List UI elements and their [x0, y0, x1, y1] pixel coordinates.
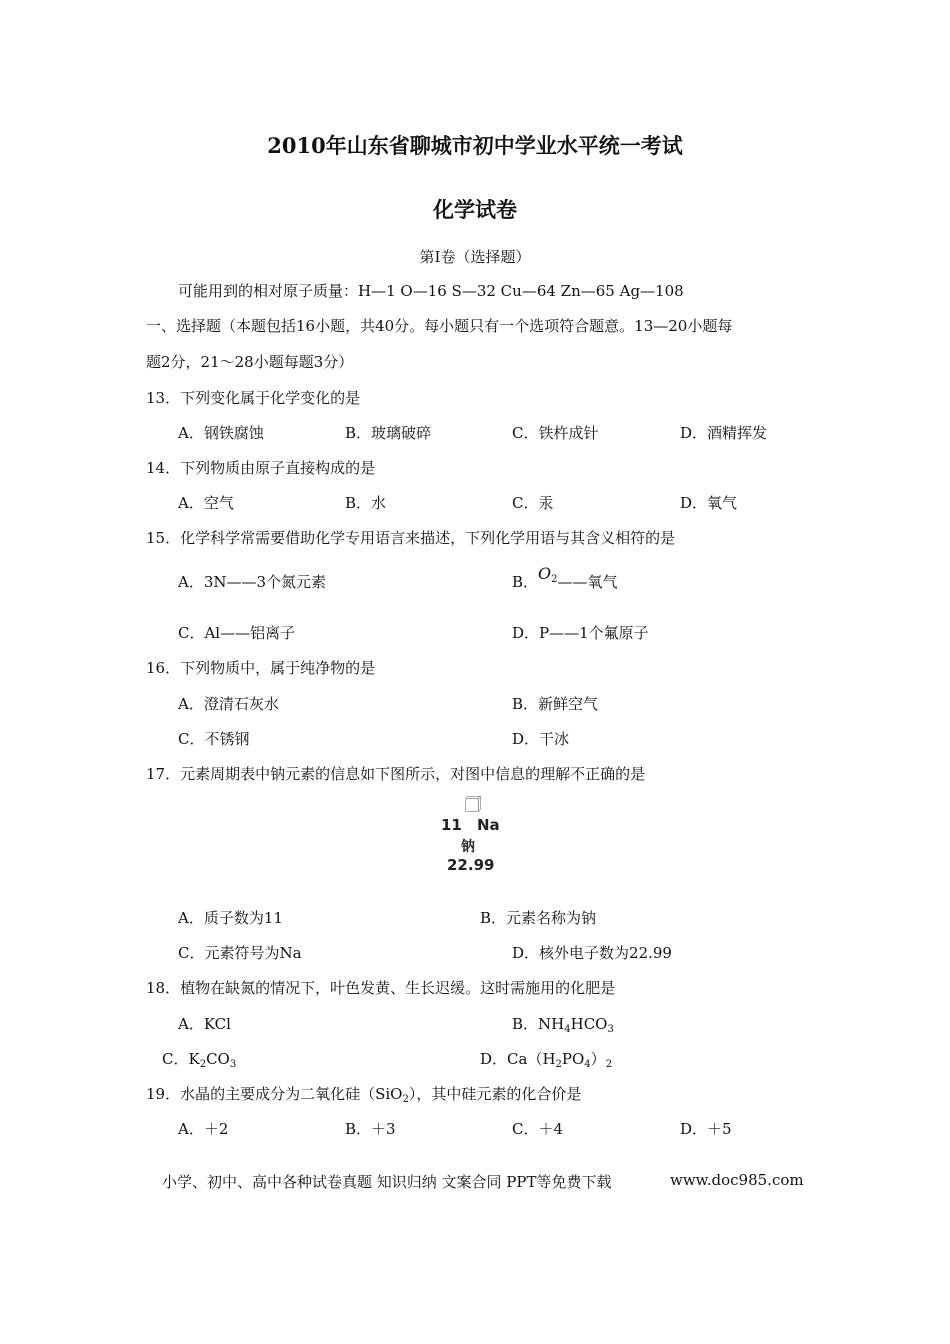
question-15-stem: 15．化学科学常需要借助化学专用语言来描述，下列化学用语与其含义相符的是: [146, 529, 676, 547]
question-19-option-a: A．＋2: [178, 1120, 229, 1138]
question-18-option-a: A．KCl: [178, 1015, 231, 1033]
question-18-option-b: B．$NH_4HCO_3$: [512, 1015, 614, 1035]
question-19-option-d: D．＋5: [680, 1120, 732, 1138]
instructions-line-1: 一、选择题（本题包括16小题，共40分。每小题只有一个选项符合题意。13—20小题每: [146, 317, 733, 335]
question-13-option-c: C．铁杵成针: [512, 424, 599, 442]
footer-url[interactable]: www.doc985.com: [670, 1171, 804, 1189]
question-18-option-d: D．$Ca(H_2PO_4)_2$: [480, 1050, 613, 1070]
question-18-option-c: C．$K_2CO_3$: [162, 1050, 237, 1070]
question-16-option-d: D．干冰: [512, 730, 570, 748]
question-17-stem: 17．元素周期表中钠元素的信息如下图所示，对图中信息的理解不正确的是: [146, 765, 646, 783]
question-17-option-b: B．元素名称为钠: [480, 909, 597, 927]
question-19-option-b: B．＋3: [345, 1120, 396, 1138]
question-15-option-b-label: B．: [512, 573, 539, 591]
question-17-option-c: C．元素符号为Na: [178, 944, 302, 962]
atomic-masses: 可能用到的相对原子质量：H—1 O—16 S—32 Cu—64 Zn—65 Ag—108: [178, 282, 684, 300]
question-16-option-a: A．澄清石灰水: [178, 695, 279, 713]
question-16-option-b: B．新鲜空气: [512, 695, 599, 713]
question-13-option-a: A．钢铁腐蚀: [178, 424, 264, 442]
element-name: 钠: [461, 839, 475, 855]
oxygen-formula: $O_2$: [538, 564, 558, 585]
question-14-option-b: B．水: [345, 494, 387, 512]
question-17-option-a: A．质子数为11: [178, 909, 283, 927]
sodium-element-card: [433, 796, 517, 882]
section-heading: 第Ⅰ卷（选择题）: [419, 248, 531, 266]
element-atomic-number: 11: [441, 816, 462, 834]
element-symbol: Na: [477, 816, 500, 834]
question-15-option-a: A．3N——3个氮元素: [178, 573, 327, 591]
question-16-stem: 16．下列物质中，属于纯净物的是: [146, 659, 376, 677]
exam-title: 2010年山东省聊城市初中学业水平统一考试: [267, 133, 683, 158]
footer-text: 小学、初中、高中各种试卷真题 知识归纳 文案合同 PPT等免费下载: [162, 1173, 612, 1191]
question-15-option-d: D．P——1个氟原子: [512, 624, 649, 642]
exam-subtitle: 化学试卷: [433, 197, 517, 222]
question-13-option-b: B．玻璃破碎: [345, 424, 432, 442]
question-16-option-c: C．不锈钢: [178, 730, 250, 748]
question-13-option-d: D．酒精挥发: [680, 424, 768, 442]
question-14-stem: 14．下列物质由原子直接构成的是: [146, 459, 376, 477]
question-18-stem: 18．植物在缺氮的情况下，叶色发黄、生长迟缓。这时需施用的化肥是: [146, 979, 616, 997]
question-15-option-b-text: ——氧气: [557, 573, 618, 591]
question-19-option-c: C．＋4: [512, 1120, 564, 1138]
question-19-stem: 19．水晶的主要成分为二氧化硅（SiO$_2$），其中硅元素的化合价是: [146, 1085, 582, 1105]
question-15-option-c: C．Al——铝离子: [178, 624, 296, 642]
question-14-option-a: A．空气: [178, 494, 234, 512]
question-17-option-d: D．核外电子数为22.99: [512, 944, 672, 962]
question-14-option-c: C．汞: [512, 494, 554, 512]
element-atomic-mass: 22.99: [447, 856, 495, 874]
element-card-outline: [433, 796, 513, 812]
instructions-line-2: 题2分，21～28小题每题3分）: [146, 353, 354, 371]
question-14-option-d: D．氧气: [680, 494, 738, 512]
question-13-stem: 13．下列变化属于化学变化的是: [146, 389, 361, 407]
question-15-option-b: [512, 564, 618, 592]
